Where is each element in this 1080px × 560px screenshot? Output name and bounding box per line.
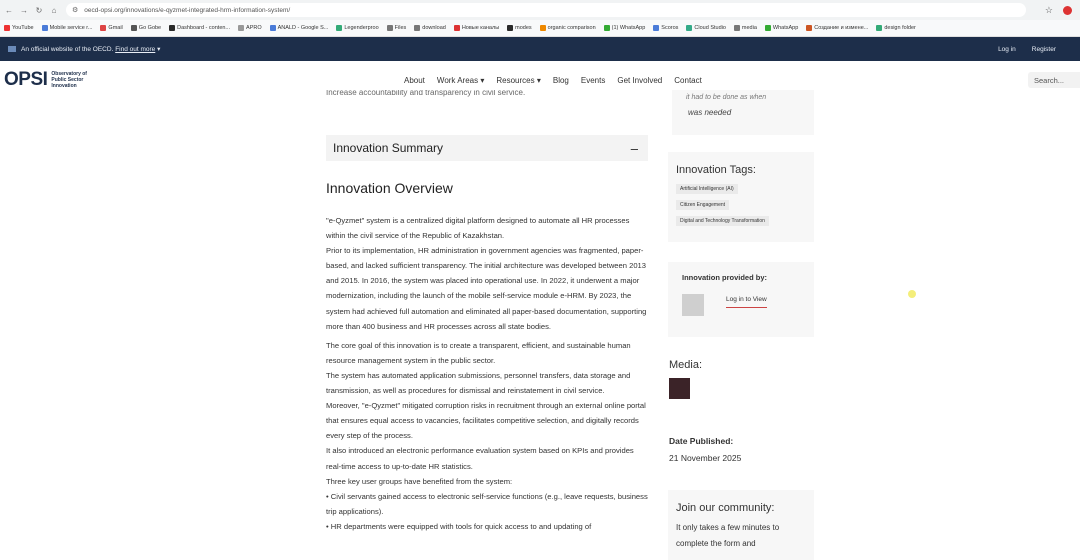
bookmark-label: Gmail [108,25,123,31]
bookmark-label: Legenderproo [344,25,379,31]
oecd-banner [0,37,1080,61]
bookmark-label: download [422,25,446,31]
bookmark-label: organic comparison [547,25,596,31]
community-title: Join our community: [676,502,775,514]
home-icon[interactable]: ⌂ [51,5,57,15]
provider-title: Innovation provided by: [682,273,768,282]
sidebar-needed-text: was needed [688,108,732,117]
bookmark-favicon-icon [604,25,610,31]
forward-arrow-icon[interactable]: → [20,5,28,15]
bookmark-favicon-icon [653,25,659,31]
nav-contact[interactable]: Contact [674,75,702,85]
paragraph: The core goal of this innovation is to create a transparent, efficient, and sustainable human resource management system in the public sector. [326,340,631,365]
paragraph: Moreover, "e-Qyzmet" mitigated corruption risks in recruitment through an external online portal that ensures equal access to vacancies, facilitates competitive selection, and digitally records every step of the process. [326,401,646,441]
avatar [682,294,704,316]
logo-subtitle: Observatory of Public Sector Innovation [51,71,87,89]
paragraph: Three key user groups have benefited from the system: [326,476,513,486]
paragraph: It also introduced an electronic performance evaluation system based on KPIs and provides real-time access to up-to-date HR statistics. [326,446,634,471]
bookmark-favicon-icon [100,25,106,31]
overview-body [326,213,648,534]
bookmark-label: modes [515,25,532,31]
oecd-notice: An official website of the OECD. Find out more ▾ [21,46,161,53]
nav-resources[interactable]: Resources ▾ [496,75,541,85]
profile-avatar[interactable] [1063,6,1072,15]
oecd-notice-text: An official website of the OECD. [21,46,114,53]
opsi-logo[interactable] [4,69,101,91]
logo-mark: OPSI [4,69,48,90]
date-published-label: Date Published: [669,436,734,446]
bookmark-favicon-icon [336,25,342,31]
bookmark-favicon-icon [42,25,48,31]
media-thumbnail[interactable] [669,378,690,399]
cursor-highlight [908,290,916,298]
bookmark-item[interactable] [238,25,262,31]
bookmark-item[interactable] [4,25,34,31]
oecd-flag-icon [8,46,16,52]
bookmark-favicon-icon [806,25,812,31]
url-text: oecd-opsi.org/innovations/e-qyzmet-integrated-hrm-information-system/ [84,6,291,14]
summary-label: Innovation Summary [333,141,444,155]
register-link[interactable]: Register [1031,45,1056,53]
bookmark-favicon-icon [238,25,244,31]
nav-work-areas[interactable]: Work Areas ▾ [436,75,485,85]
paragraph: The system has automated application submissions, personnel transfers, data storage and transmission, as well as procedures for dismissal and reinstatement in civil service. [326,370,631,396]
bookmark-label: ANALD - Google S... [277,25,329,31]
nav-resources-label: Resources [496,75,535,85]
provider-card [668,262,814,337]
bookmark-favicon-icon [734,25,740,31]
paragraph: • Civil servants gained access to electronic self-service functions (e.g., leave requests, business trip applications). [326,491,648,516]
bookmark-favicon-icon [169,25,175,31]
truncated-sidebar-text: it had to be done as when [686,94,767,101]
bookmark-item[interactable] [806,25,868,31]
bookmark-favicon-icon [131,25,137,31]
bookmark-label: Go Gobe [138,25,162,31]
bookmark-item[interactable] [100,25,122,31]
tag-item[interactable]: Digital and Technology Transformation [676,216,769,226]
bookmark-item[interactable] [454,25,499,31]
browser-toolbar [0,0,1080,20]
address-bar[interactable] [66,3,1026,17]
truncated-text: Increase accountability and transparency in civil service. [326,90,526,97]
bookmark-label: Dashboard - conten... [177,25,231,31]
bookmark-favicon-icon [686,25,692,31]
bookmark-favicon-icon [540,25,546,31]
nav-get-involved[interactable]: Get Involved [617,75,663,85]
bookmark-favicon-icon [876,25,882,31]
bookmark-label: (1) WhatsApp [611,25,646,31]
main-content [326,90,651,531]
bookmark-item[interactable] [653,25,678,31]
community-text: It only takes a few minutes to complete the form and [676,523,780,548]
bookmark-item[interactable] [734,25,757,31]
find-out-more-link[interactable]: Find out more [115,46,156,53]
login-link[interactable]: Log in [998,45,1016,53]
bookmark-item[interactable] [169,25,230,31]
date-published-value: 21 November 2025 [669,453,742,463]
bookmark-item[interactable] [507,25,532,31]
bookmark-item[interactable] [42,25,93,31]
community-card [668,490,814,560]
bookmark-favicon-icon [765,25,771,31]
nav-events[interactable]: Events [580,75,606,85]
bookmark-item[interactable] [414,25,446,31]
bookmark-label: Scoros [661,25,679,31]
reload-icon[interactable]: ↻ [35,5,43,15]
bookmark-label: Создание и измене... [814,25,869,31]
bookmark-item[interactable] [336,25,378,31]
bookmark-label: APRO [246,25,262,31]
bookmark-favicon-icon [507,25,513,31]
login-to-view-link[interactable]: Log in to View [726,296,767,308]
bookmark-favicon-icon [414,25,420,31]
tag-item[interactable]: Artificial Intelligence (AI) [676,184,738,194]
media-label: Media: [669,359,703,371]
bookmark-label: WhatsApp [772,25,799,31]
site-info-icon[interactable]: ⚙ [72,7,79,14]
innovation-tags-card [668,152,814,242]
paragraph: • HR departments were equipped with tools for quick access to and updating of [326,521,592,531]
nav-about[interactable]: About [404,75,425,85]
bookmark-item[interactable] [387,25,407,31]
back-arrow-icon[interactable]: ← [5,5,13,15]
bookmark-label: Mobile service r... [49,25,93,31]
sidebar-top-card [672,90,814,135]
bookmark-favicon-icon [387,25,393,31]
bookmark-item[interactable] [540,25,596,31]
nav-blog[interactable]: Blog [552,75,569,85]
bookmark-item[interactable] [604,25,646,31]
bookmark-item[interactable] [765,25,798,31]
bookmark-label: Новые каналы [461,25,500,31]
innovation-summary-accordion[interactable] [326,135,648,161]
bookmark-favicon-icon [270,25,276,31]
tags-title: Innovation Tags: [676,164,756,176]
bookmark-item[interactable] [686,25,726,31]
bookmark-label: YouTube [12,25,34,31]
bookmarks-bar [0,20,1080,37]
bookmark-star-icon[interactable]: ☆ [1044,4,1053,15]
bookmark-label: design folder [884,25,916,31]
bookmark-item[interactable] [131,25,161,31]
nav-work-areas-label: Work Areas [436,75,479,85]
paragraph: "e-Qyzmet" system is a centralized digital platform designed to automate all HR processes within the civil service of the Republic of Kazakhstan. [326,216,630,241]
tag-item[interactable]: Citizen Engagement [676,200,729,210]
collapse-minus-icon[interactable]: – [630,140,638,156]
paragraph: Prior to its implementation, HR administration in government agencies was fragmented, paper-based, and lacked sufficient transparency. The initial architecture was developed between 2013 and 2015. In 2016, the system was placed into operational use. In 2022, it underwent a major modernization, including the launch of the mobile self-service module e-HRM. By 2023, the system had achieved full automation and eliminated all paper-based documentation, supporting more than 400 business and HR processes across all state bodies. [326,246,647,331]
bookmark-favicon-icon [454,25,460,31]
search-input[interactable]: Search... [1028,72,1080,88]
bookmark-label: media [741,25,757,31]
bookmark-label: Files [394,25,407,31]
overview-title: Innovation Overview [326,180,453,196]
bookmark-item[interactable] [876,25,916,31]
bookmark-item[interactable] [270,25,329,31]
bookmark-label: Cloud Studio [694,25,726,31]
bookmark-favicon-icon [4,25,10,31]
